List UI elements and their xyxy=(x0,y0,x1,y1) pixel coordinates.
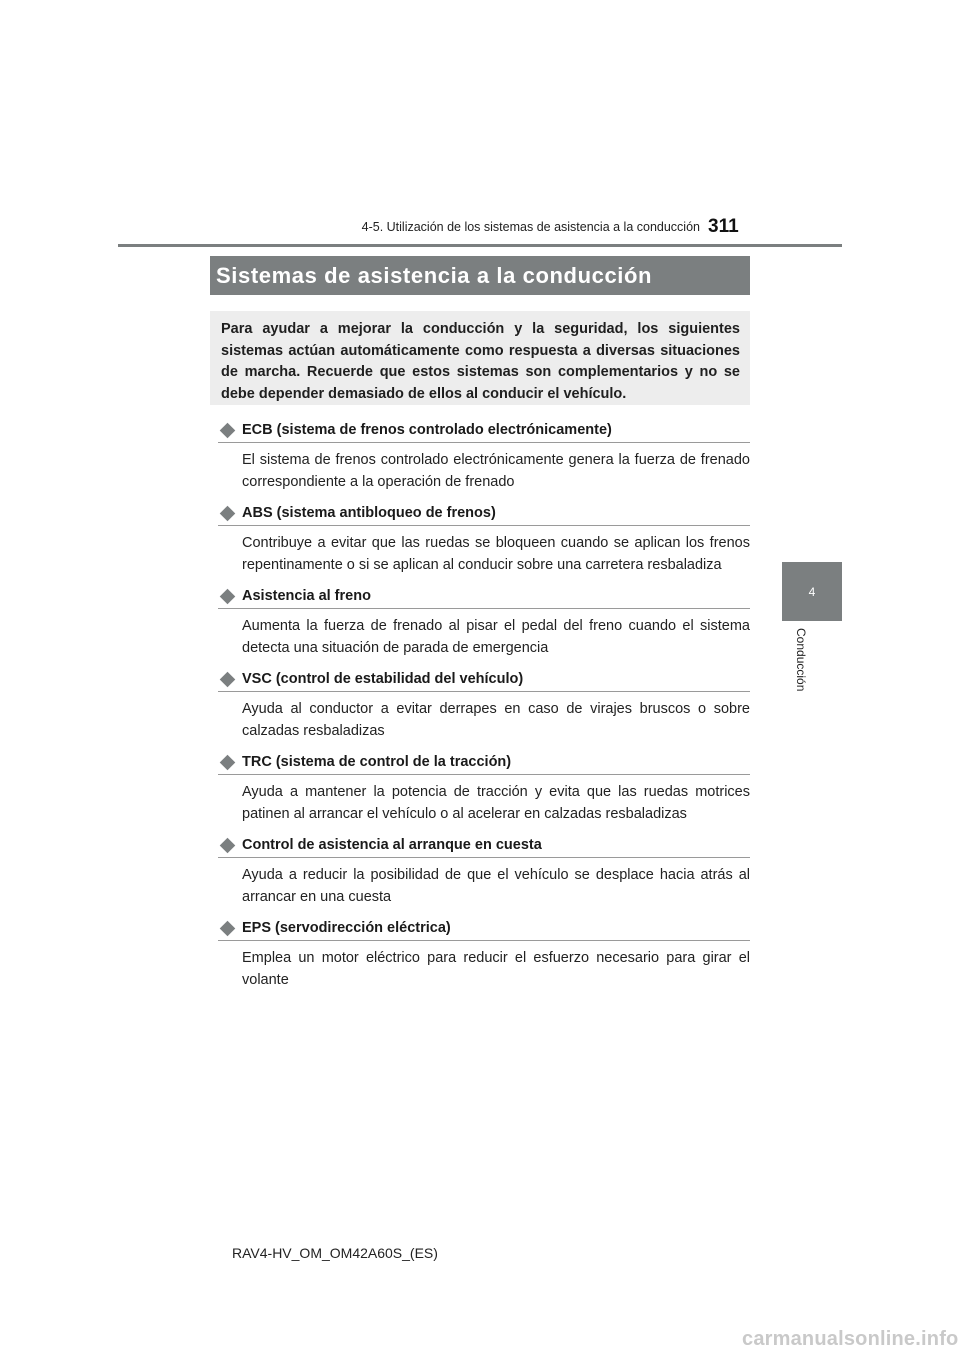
section-title: ABS (sistema antibloqueo de frenos) xyxy=(242,505,496,521)
chapter-label: Conducción xyxy=(794,628,808,692)
section-body: Ayuda al conductor a evitar derrapes en caso de virajes bruscos o sobre calzadas resbaladizas xyxy=(242,701,750,739)
section-body: El sistema de frenos controlado electrónicamente genera la fuerza de frenado correspondiente a la operación de frenado xyxy=(242,452,750,490)
section-body: Contribuye a evitar que las ruedas se bloqueen cuando se aplican los frenos repentinamente o si se aplican al conducir sobre una carretera resbaladiza xyxy=(242,535,750,573)
section-heading xyxy=(218,502,750,526)
system-section xyxy=(218,917,750,991)
section-heading xyxy=(218,917,750,941)
section-body: Aumenta la fuerza de frenado al pisar el pedal del freno cuando el sistema detecta una situación de parada de emergencia xyxy=(242,618,750,656)
section-title: Control de asistencia al arranque en cuesta xyxy=(242,837,542,853)
page-title: Sistemas de asistencia a la conducción xyxy=(216,262,653,288)
diamond-bullet-icon xyxy=(220,588,236,604)
header-section-title: 4-5. Utilización de los sistemas de asistencia a la conducción xyxy=(361,220,700,234)
section-heading xyxy=(218,751,750,775)
header-divider xyxy=(118,244,842,247)
system-section xyxy=(218,751,750,825)
section-heading xyxy=(218,419,750,443)
section-heading xyxy=(218,668,750,692)
section-body: Emplea un motor eléctrico para reducir el esfuerzo necesario para girar el volante xyxy=(242,950,750,988)
section-body: Ayuda a reducir la posibilidad de que el vehículo se desplace hacia atrás al arrancar en una cuesta xyxy=(242,867,750,905)
diamond-bullet-icon xyxy=(220,920,236,936)
watermark: carmanualsonline.info xyxy=(742,1328,959,1350)
section-title: ECB (sistema de frenos controlado electrónicamente) xyxy=(242,422,612,438)
section-title: TRC (sistema de control de la tracción) xyxy=(242,754,512,770)
system-section xyxy=(218,585,750,659)
section-title: EPS (servodirección eléctrica) xyxy=(242,920,451,936)
chapter-number: 4 xyxy=(808,584,816,599)
diamond-bullet-icon xyxy=(220,671,236,687)
system-section xyxy=(218,502,750,576)
diamond-bullet-icon xyxy=(220,422,236,438)
section-heading xyxy=(218,585,750,609)
section-body: Ayuda a mantener la potencia de tracción y evita que las ruedas motrices patinen al arrancar el vehículo o al acelerar en calzadas resbaladizas xyxy=(242,784,750,822)
diamond-bullet-icon xyxy=(220,505,236,521)
document-code: RAV4-HV_OM_OM42A60S_(ES) xyxy=(232,1245,438,1261)
chapter-tab[interactable] xyxy=(782,562,842,621)
section-heading xyxy=(218,834,750,858)
diamond-bullet-icon xyxy=(220,837,236,853)
system-section xyxy=(218,419,750,493)
section-title: Asistencia al freno xyxy=(242,588,371,604)
title-bar xyxy=(210,256,750,295)
intro-box: Para ayudar a mejorar la conducción y la seguridad, los siguientes sistemas actúan automáticamente como respuesta a diversas situaciones de marcha. Recuerde que estos sistemas son complementarios y no se debe depender demasiado de ellos al conducir el vehículo. xyxy=(210,311,750,405)
system-section xyxy=(218,834,750,908)
page-number: 311 xyxy=(708,216,739,237)
section-title: VSC (control de estabilidad del vehículo) xyxy=(242,671,524,687)
system-list xyxy=(218,419,750,1000)
diamond-bullet-icon xyxy=(220,754,236,770)
system-section xyxy=(218,668,750,742)
